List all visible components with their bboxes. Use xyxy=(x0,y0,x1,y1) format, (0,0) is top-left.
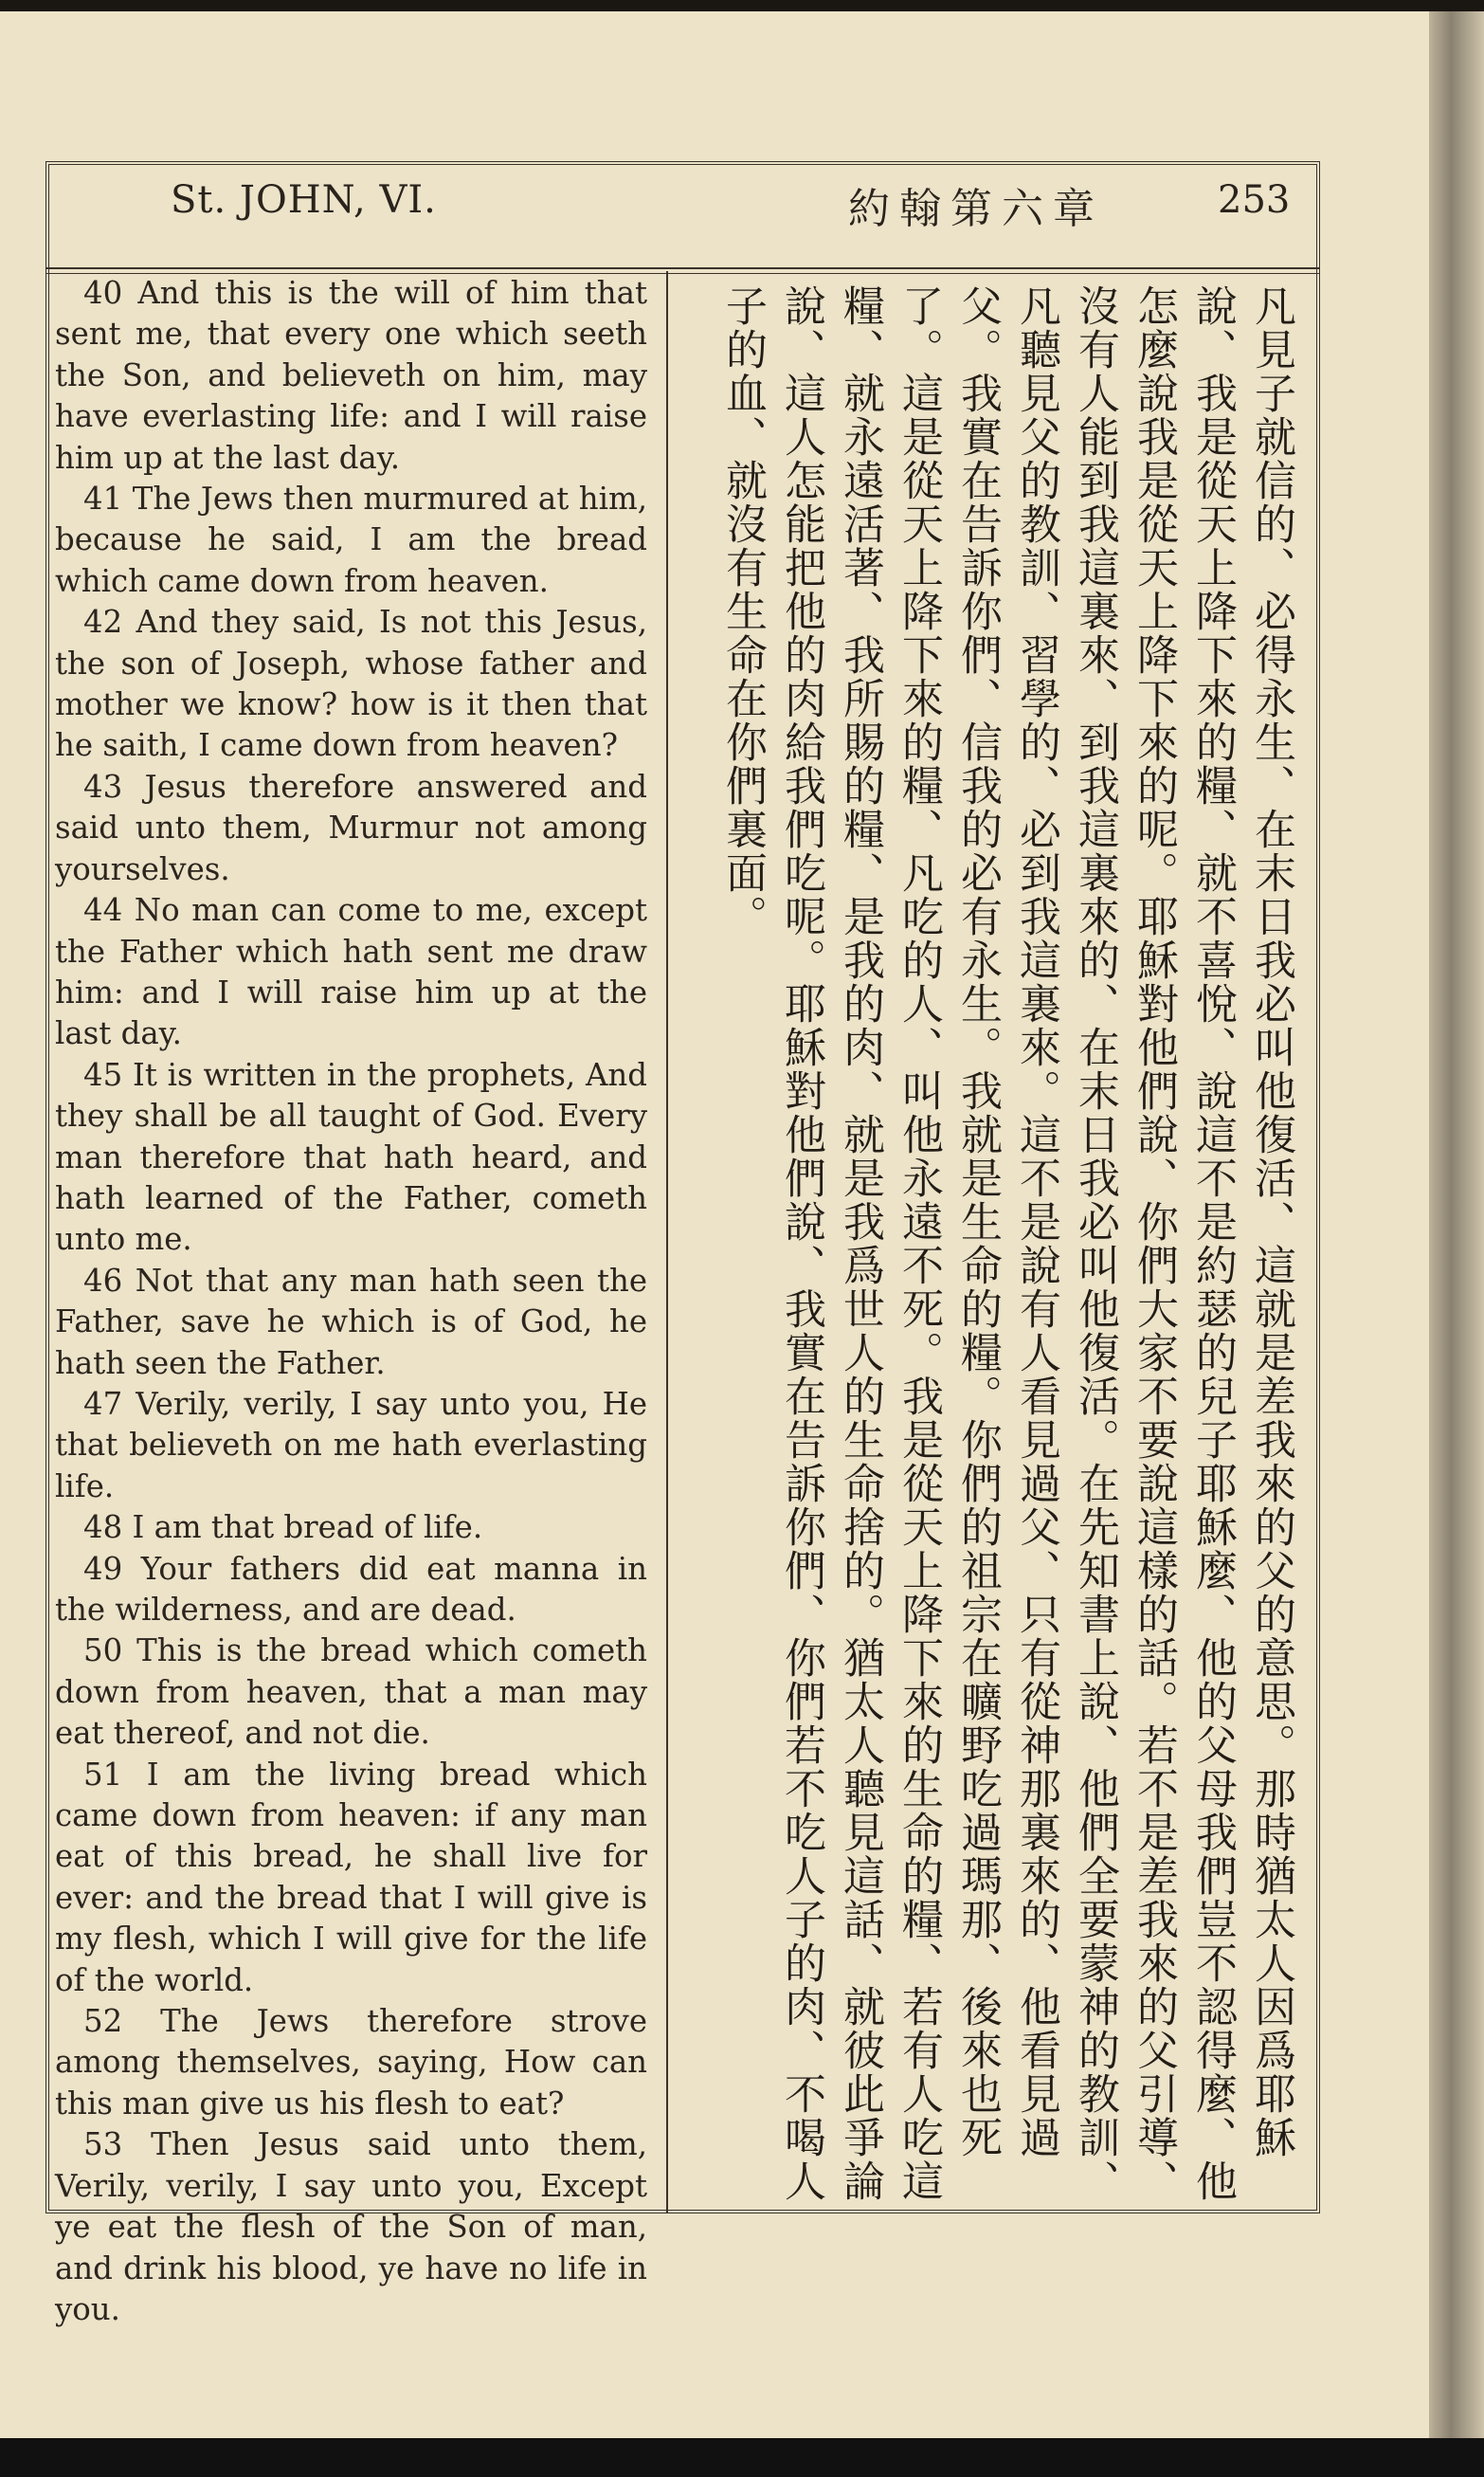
english-column xyxy=(55,273,647,2327)
running-header-chinese: 約翰第六章 xyxy=(848,185,1104,233)
verse-51: 51 I am the living bread which came down from heaven: if any man eat of this bread, he shall live for ever: and the bread that I will give is my flesh, which I will give for the life of the world. xyxy=(55,1756,647,1998)
verse-47: 47 Verily, verily, I say unto you, He that believeth on me hath everlasting life. xyxy=(55,1385,647,1504)
verse-46: 46 Not that any man hath seen the Father, save he which is of God, he hath seen the Father. xyxy=(55,1262,647,1381)
running-header-english: St. JOHN, VI. xyxy=(171,178,437,222)
page-edge xyxy=(1429,11,1484,2438)
verse-40: 40 And this is the will of him that sent me, that every one which seeth the Son, and believeth on him, may have everlasting life: and I will raise him up at the last day. xyxy=(55,275,647,476)
verse-49: 49 Your fathers did eat manna in the wilderness, and are dead. xyxy=(55,1550,647,1628)
verse-41: 41 The Jews then murmured at him, because he said, I am the bread which came down from heaven. xyxy=(55,481,647,599)
page-number: 253 xyxy=(1218,178,1291,222)
verse-44: 44 No man can come to me, except the Father which hath sent me draw him: and I will raise him up at the last day. xyxy=(55,892,647,1052)
verse-52: 52 The Jews therefore strove among themselves, saying, How can this man give us his flesh to eat? xyxy=(55,2003,647,2122)
verse-42: 42 And they said, Is not this Jesus, the son of Joseph, whose father and mother we know? how is it then that he saith, I came down from heaven? xyxy=(55,604,647,764)
verse-48: 48 I am that bread of life. xyxy=(83,1509,483,1546)
chinese-column xyxy=(684,284,1300,2204)
verse-45: 45 It is written in the prophets, And they shall be all taught of God. Every man therefore that hath heard, and hath learned of the Father, cometh unto me. xyxy=(55,1056,647,1258)
verse-50: 50 This is the bread which cometh down from heaven, that a man may eat thereof, and not die. xyxy=(55,1632,647,1752)
verse-43: 43 Jesus therefore answered and said unto them, Murmur not among yourselves. xyxy=(55,768,647,887)
chinese-text: 凡見子就信的、必得永生、在末日我必叫他復活、這就是差我來的父的意思。那時猶太人因爲耶穌說、我是從天上降下來的糧、就不喜悅、說這不是約瑟的兒子耶穌麼、他的父母我們豈不認得麼、他怎麼說我是從天上降下來的呢。耶穌對他們說、你們大家不要說這樣的話。若不是差我來的父引導、沒有人能到我這裏來、到我這裏來的、在末日我必叫他復活。在先知書上說、他們全要蒙神的教訓、凡聽見父的教訓、習學的、必到我這裏來。這不是說有人看見過父、只有從神那裏來的、他看見過父。我實在告訴你們、信我的必有永生。我就是生命的糧。你們的祖宗在曠野吃過瑪那、後來也死了。這是從天上降下來的糧、凡吃的人、叫他永遠不死。我是從天上降下來的生命的糧、若有人吃這糧、就永遠活著、我所賜的糧、是我的肉、就是我爲世人的生命捨的。猶太人聽見這話、就彼此爭論說、這人怎能把他的肉給我們吃呢。耶穌對他們說、我實在告訴你們、你們若不吃人子的肉、不喝人子的血、就沒有生命在你們裏面。 xyxy=(718,284,1295,2203)
scan-background xyxy=(0,2438,1484,2477)
column-divider xyxy=(666,271,668,2213)
verse-53: 53 Then Jesus said unto them, Verily, verily, I say unto you, Except ye eat the flesh of the Son of man, and drink his blood, ye have no life in you. xyxy=(55,2126,647,2327)
